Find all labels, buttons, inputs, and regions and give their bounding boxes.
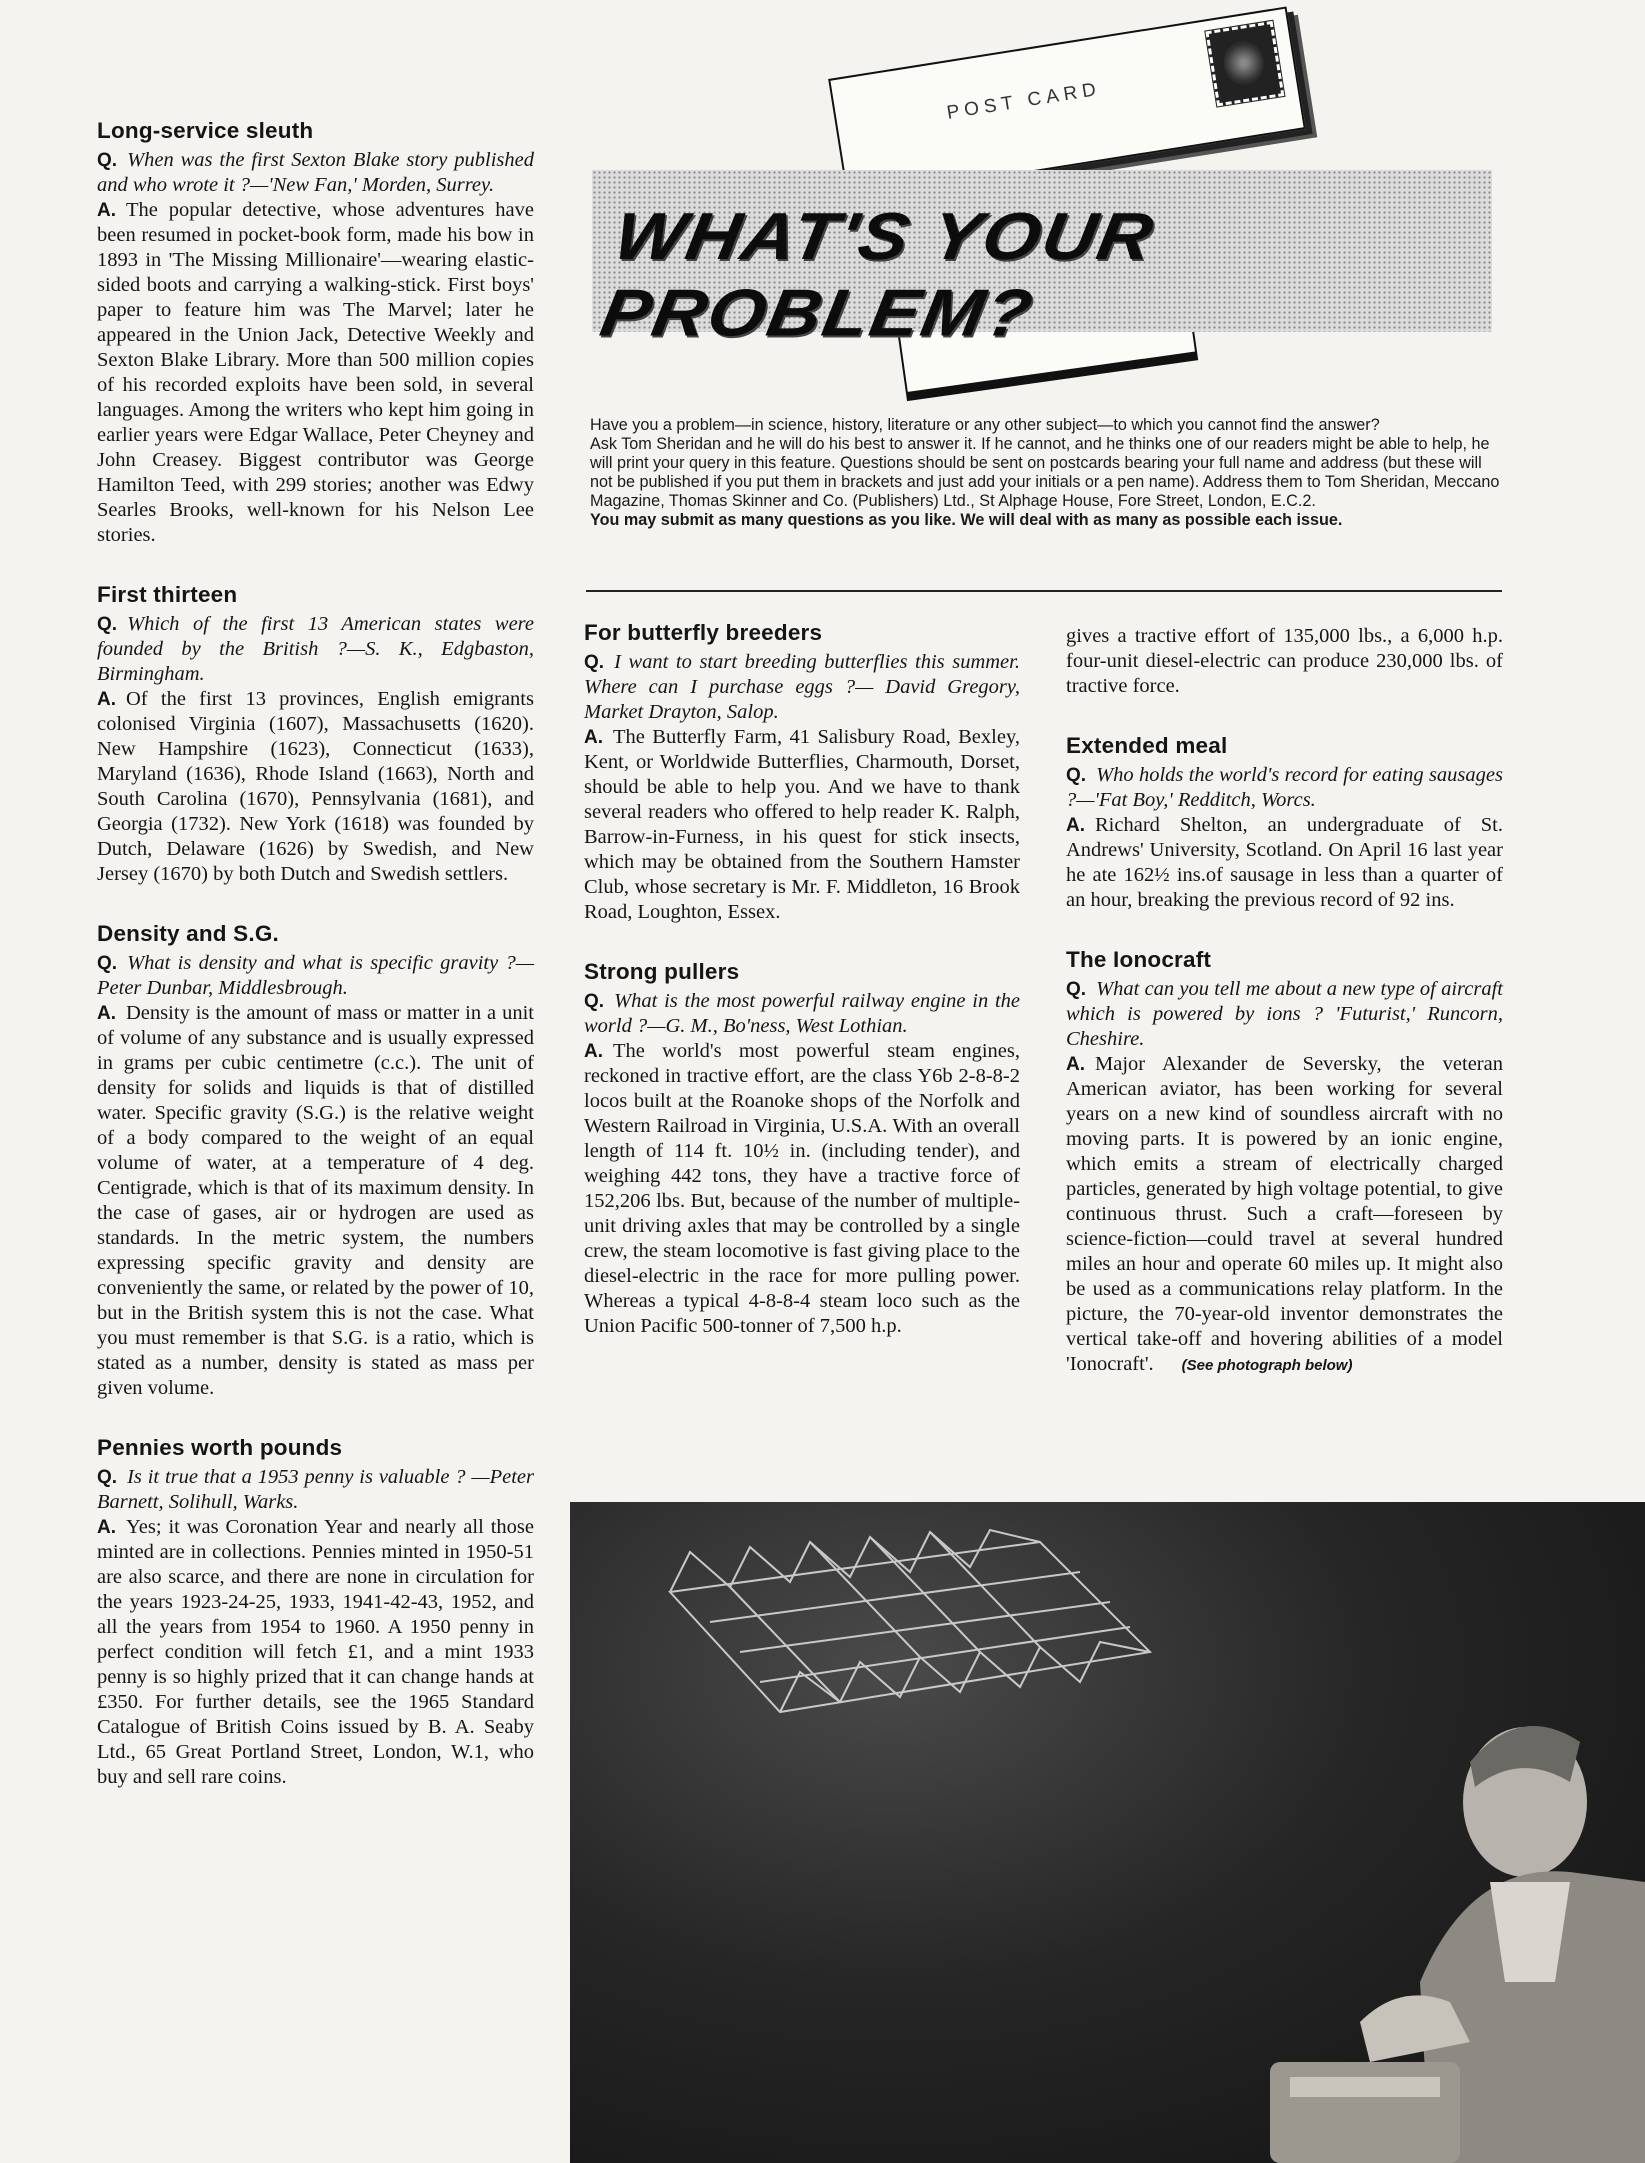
page-title: WHAT'S YOUR PROBLEM? (595, 198, 1161, 351)
answer-text: The Butterfly Farm, 41 Salisbury Road, Bexley, Kent, or Worldwide Butterflies, Charmouth, Dorset, should be able to help you. And we have to thank several readers who offered to help reader K. Ralph, Barrow-in-Furness, in his quest for stick insects, which may be obtained from the Southern Hamster Club, whose secretary is Mr. F. Middleton, 16 Brook Road, Loughton, Essex. (584, 726, 1020, 923)
article-answer (97, 1001, 534, 1401)
article-answer (97, 687, 534, 887)
question-label: Q. (584, 652, 605, 673)
photo-reference: (See photograph below) (1181, 1357, 1353, 1374)
column-middle (584, 620, 1020, 1373)
question-text: When was the first Sexton Blake story published and who wrote it ?—'New Fan,' Morden, Surrey. (97, 149, 534, 196)
answer-text: Density is the amount of mass or matter in a unit of volume of any substance and is usually expressed in grams per cubic centimetre (c.c.). The unit of density for solids and liquids is that of distilled water. Specific gravity (S.G.) is the relative weight of a body compared to the weight of an equal volume of water, at a temperature of 4 deg. Centigrade, which is that of its maximum density. In the case of gases, air or hydrogen are used as standards. In the metric system, the numbers expressing specific gravity and density are conveniently the same, or related by the power of 10, but in the British system this is not the case. What you must remember is that S.G. is a ratio, which is stated as a number, density is stated as mass per given volume. (97, 1002, 534, 1399)
ionocraft-photograph (570, 1502, 1645, 2163)
article-pennies (97, 1435, 534, 1790)
question-label: Q. (97, 150, 118, 171)
article-question (1066, 977, 1503, 1052)
question-label: Q. (584, 991, 605, 1012)
question-label: Q. (1066, 765, 1087, 786)
article-heading: Long-service sleuth (97, 118, 314, 143)
intro-paragraph-2: Ask Tom Sheridan and he will do his best to answer it. If he cannot, and he thinks one of our readers might be able to help, he will print your query in this feature. Questions should be sent on postcards bearing your full name and address (but these will not be published if you put them in brackets and just add your initials or a pen name). Address them to Tom Sheridan, Meccano Magazine, Thomas Skinner and Co. (Publishers) Ltd., St Alphage House, Fore Street, London, E.C.2. (590, 435, 1500, 510)
article-answer (97, 198, 534, 548)
article-density (97, 921, 534, 1401)
article-heading: First thirteen (97, 582, 238, 607)
article-heading: Pennies worth pounds (97, 1435, 343, 1460)
question-text: I want to start breeding butterflies this summer. Where can I purchase eggs ?— David Gregory, Market Drayton, Salop. (584, 651, 1020, 723)
article-long-service-sleuth (97, 118, 534, 548)
article-heading: The Ionocraft (1066, 947, 1212, 972)
column-left (97, 118, 534, 1824)
article-answer (584, 1039, 1020, 1339)
article-continuation: gives a tractive effort of 135,000 lbs., a 6,000 h.p. four-unit diesel-electric can produce 230,000 lbs. of tractive force. (1066, 625, 1503, 697)
answer-label: A. (584, 727, 603, 748)
question-text: What is the most powerful railway engine in the world ?—G. M., Bo'ness, West Lothian. (584, 990, 1020, 1037)
article-butterfly-breeders (584, 620, 1020, 925)
answer-label: A. (97, 1517, 116, 1538)
answer-label: A. (1066, 815, 1085, 836)
postcard-title: POST CARD (945, 78, 1103, 124)
answer-label: A. (584, 1041, 603, 1062)
ionocraft-model (670, 1530, 1150, 1712)
question-text: Is it true that a 1953 penny is valuable ? —Peter Barnett, Solihull, Warks. (97, 1466, 534, 1513)
title-banner (592, 170, 1492, 351)
article-first-thirteen (97, 582, 534, 887)
article-strong-pullers (584, 959, 1020, 1339)
article-heading: Extended meal (1066, 733, 1228, 758)
column-right (1066, 624, 1503, 1412)
answer-label: A. (97, 1003, 116, 1024)
answer-text: Major Alexander de Seversky, the veteran American aviator, has been working for several years on a new kind of soundless aircraft with no moving parts. It is powered by an ionic engine, which emits a stream of electrically charged particles, generated by high voltage potential, to give continuous thrust. Such a craft—foreseen by science-fiction—could travel at several hundred miles an hour and operate 60 miles up. It might also be used as a communications relay platform. In the picture, the 70-year-old inventor demonstrates the vertical take-off and hovering abilities of a model 'Ionocraft'. (1066, 1053, 1503, 1375)
photo-illustration (570, 1502, 1645, 2163)
question-label: Q. (1066, 979, 1087, 1000)
article-question (97, 612, 534, 687)
divider (586, 590, 1502, 592)
answer-label: A. (97, 689, 116, 710)
inventor-figure (1270, 1726, 1645, 2163)
answer-text: Yes; it was Coronation Year and nearly all those minted are in collections. Pennies minted in 1950-51 are also scarce, and there are none in circulation for the years 1923-24-25, 1933, 1941-42-43, 1952, and all the years from 1954 to 1960. A 1950 penny in perfect condition will fetch £1, and a mint 1933 penny is so highly prized that it can change hands at £350. For further details, see the 1965 Standard Catalogue of British Coins issued by B. A. Seaby Ltd., 65 Great Portland Street, London, W.1, who buy and sell rare coins. (97, 1516, 534, 1788)
stamp-icon (1205, 21, 1284, 107)
question-label: Q. (97, 614, 118, 635)
answer-text: The popular detective, whose adventures have been resumed in pocket-book form, made his bow in 1893 in 'The Missing Millionaire'—wearing elastic-sided boots and carrying a walking-stick. First boys' paper to feature him was The Marvel; later he appeared in the Union Jack, Detective Weekly and Sexton Blake Library. More than 500 million copies of his recorded exploits have been sold, in several languages. Among the writers who kept him going in earlier years were Edgar Wallace, Peter Cheyney and John Creasey. Biggest contributor was George Hamilton Teed, with 299 stories; another was Edwy Searles Brooks, well-known for his Nelson Lee stories. (97, 199, 534, 546)
intro-text (590, 416, 1502, 530)
answer-label: A. (97, 200, 116, 221)
article-question (584, 989, 1020, 1039)
question-text: What is density and what is specific gravity ?—Peter Dunbar, Middlesbrough. (97, 952, 534, 999)
intro-paragraph-1: Have you a problem—in science, history, literature or any other subject—to which you cannot find the answer? (590, 416, 1380, 434)
article-question (97, 951, 534, 1001)
article-answer (1066, 813, 1503, 913)
article-question (1066, 763, 1503, 813)
answer-text: The world's most powerful steam engines, reckoned in tractive effort, are the class Y6b 2-8-8-2 locos built at the Roanoke shops of the Norfolk and Western Railroad in Virginia, U.S.A. With an overall length of 114 ft. 10½ in. (including tender), and weighing 442 tons, they have a tractive force of 152,206 lbs. But, because of the number of multiple-unit driving axles that may be controlled by a single crew, the steam locomotive is fast giving place to the diesel-electric in the race for more pulling power. Whereas a typical 4-8-8-4 steam loco such as the Union Pacific 500-tonner of 7,500 h.p. (584, 1040, 1020, 1337)
article-question (97, 1465, 534, 1515)
article-answer (97, 1515, 534, 1790)
question-label: Q. (97, 1467, 118, 1488)
question-text: Which of the first 13 American states were founded by the British ?—S. K., Edgbaston, Birmingham. (97, 613, 534, 685)
question-text: Who holds the world's record for eating sausages ?—'Fat Boy,' Redditch, Worcs. (1066, 764, 1503, 811)
article-heading: Strong pullers (584, 959, 740, 984)
question-label: Q. (97, 953, 118, 974)
article-answer (1066, 1052, 1503, 1378)
answer-text: Of the first 13 provinces, English emigrants colonised Virginia (1607), Massachusetts (1620). New Hampshire (1623), Connecticut (1633), Maryland (1636), Rhode Island (1663), North and South Carolina (1670), Pennsylvania (1681), and Georgia (1732). New York (1618) was founded by Dutch, Delaware (1626) by Swedish, and New Jersey (1670) by both Dutch and Swedish settlers. (97, 688, 534, 885)
answer-label: A. (1066, 1054, 1085, 1075)
article-strong-pullers-continued (1066, 624, 1503, 699)
article-answer (584, 725, 1020, 925)
answer-text: Richard Shelton, an undergraduate of St. Andrews' University, Scotland. On April 16 last year he ate 162½ ins.of sausage in less than a quarter of an hour, breaking the previous record of 92 ins. (1066, 814, 1503, 911)
question-text: What can you tell me about a new type of aircraft which is powered by ions ? 'Futurist,' Runcorn, Cheshire. (1066, 978, 1503, 1050)
article-question (97, 148, 534, 198)
article-heading: For butterfly breeders (584, 620, 823, 645)
article-question (584, 650, 1020, 725)
article-ionocraft (1066, 947, 1503, 1378)
article-extended-meal (1066, 733, 1503, 913)
article-heading: Density and S.G. (97, 921, 279, 946)
intro-paragraph-3: You may submit as many questions as you like. We will deal with as many as possible each issue. (590, 511, 1343, 529)
